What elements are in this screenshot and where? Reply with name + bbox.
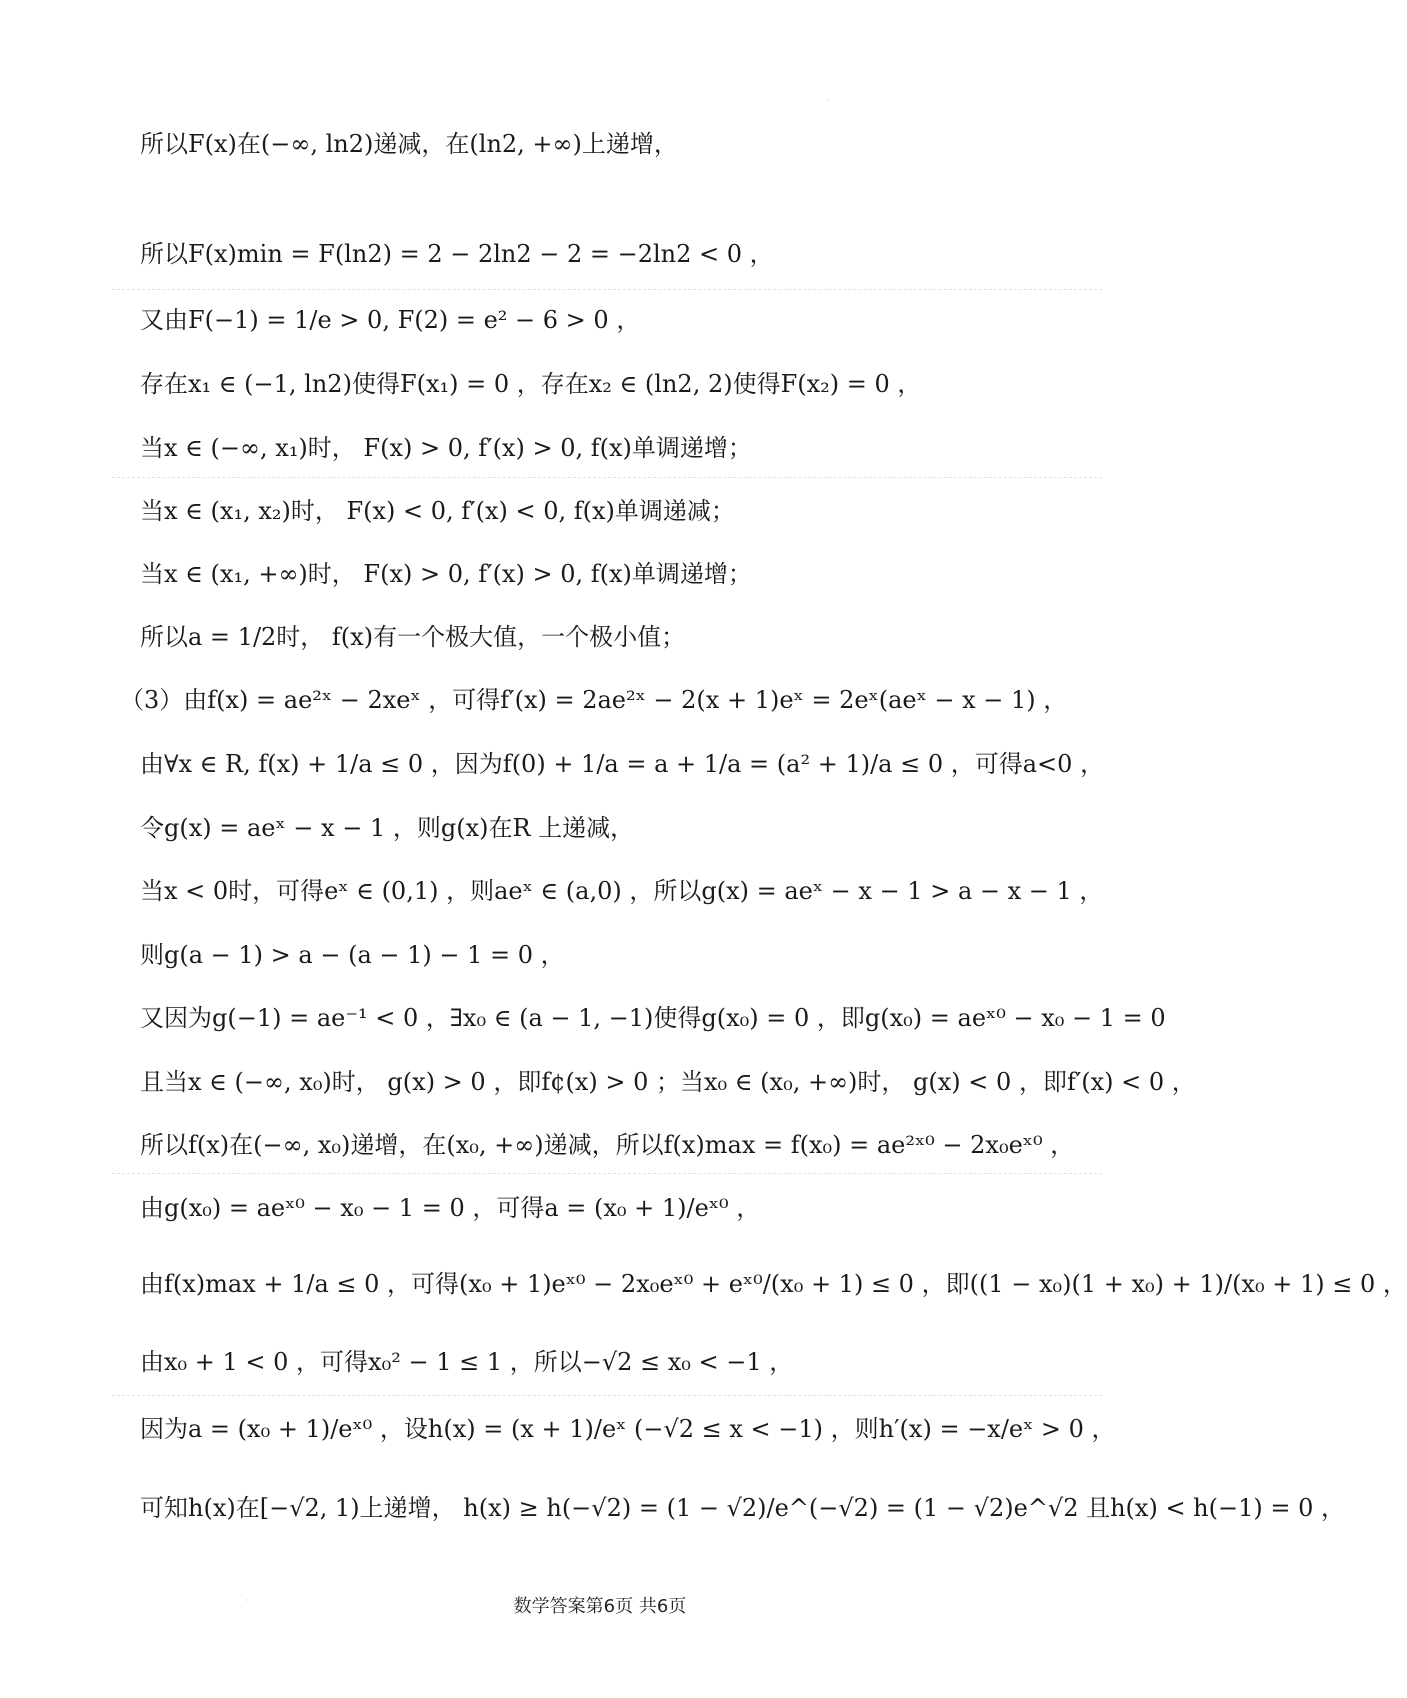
dashed-separator: [112, 1395, 1102, 1396]
solution-line-20: 因为a = (x₀ + 1)/eˣ⁰ ，设h(x) = (x + 1)/eˣ (−√2 ≤ x < −1) ，则h′(x) = −x/eˣ > 0 ，: [140, 1415, 1116, 1443]
solution-line-1: 所以F(x)在(−∞, ln2)递减，在(ln2, +∞)上递增，: [140, 130, 678, 158]
solution-line-6: 当x ∈ (x₁, x₂)时， F(x) < 0, f′(x) < 0, f(x)单调递减；: [140, 497, 735, 525]
scan-dot: ·: [826, 96, 829, 105]
solution-line-19: 由x₀ + 1 < 0 ，可得x₀² − 1 ≤ 1 ，所以−√2 ≤ x₀ < −1 ，: [140, 1348, 794, 1376]
dashed-separator: [112, 289, 1102, 290]
scan-dot: ·: [246, 1596, 249, 1605]
solution-line-15: 且当x ∈ (−∞, x₀)时， g(x) > 0 ，即f¢(x) > 0 ；当x₀ ∈ (x₀, +∞)时， g(x) < 0 ，即f′(x) < 0 ，: [140, 1068, 1196, 1096]
solution-line-11: 令g(x) = aeˣ − x − 1 ，则g(x)在R 上递减，: [140, 814, 635, 842]
solution-line-7: 当x ∈ (x₁, +∞)时， F(x) > 0, f′(x) > 0, f(x)单调递增；: [140, 560, 752, 588]
solution-line-21: 可知h(x)在[−√2, 1)上递增， h(x) ≥ h(−√2) = (1 − √2)/e^(−√2) = (1 − √2)e^√2 且h(x) < h(−1) = 0 ，: [140, 1494, 1346, 1522]
solution-line-12: 当x < 0时，可得eˣ ∈ (0,1) ，则aeˣ ∈ (a,0) ，所以g(x) = aeˣ − x − 1 > a − x − 1 ，: [140, 877, 1104, 905]
solution-line-2: 所以F(x)min = F(ln2) = 2 − 2ln2 − 2 = −2ln2 < 0 ，: [140, 240, 774, 268]
solution-line-3: 又由F(−1) = 1/e > 0, F(2) = e² − 6 > 0 ，: [140, 306, 641, 334]
solution-line-8: 所以a = 1/2时， f(x)有一个极大值，一个极小值；: [140, 623, 686, 651]
solution-line-17: 由g(x₀) = aeˣ⁰ − x₀ − 1 = 0 ，可得a = (x₀ + 1)/eˣ⁰ ，: [140, 1194, 761, 1222]
solution-line-5: 当x ∈ (−∞, x₁)时， F(x) > 0, f′(x) > 0, f(x)单调递增；: [140, 434, 752, 462]
solution-line-4: 存在x₁ ∈ (−1, ln2)使得F(x₁) = 0 ，存在x₂ ∈ (ln2, 2)使得F(x₂) = 0 ，: [140, 370, 922, 398]
solution-line-9: （3）由f(x) = ae²ˣ − 2xeˣ ，可得f′(x) = 2ae²ˣ − 2(x + 1)eˣ = 2eˣ(aeˣ − x − 1) ，: [120, 686, 1068, 714]
solution-line-13: 则g(a − 1) > a − (a − 1) − 1 = 0 ，: [140, 941, 565, 969]
solution-line-14: 又因为g(−1) = ae⁻¹ < 0 ，∃x₀ ∈ (a − 1, −1)使得g(x₀) = 0 ，即g(x₀) = aeˣ⁰ − x₀ − 1 = 0: [140, 1004, 1166, 1032]
solution-line-10: 由∀x ∈ R, f(x) + 1/a ≤ 0 ，因为f(0) + 1/a = a + 1/a = (a² + 1)/a ≤ 0 ，可得a<0 ，: [140, 750, 1105, 778]
solution-line-18: 由f(x)max + 1/a ≤ 0 ，可得(x₀ + 1)eˣ⁰ − 2x₀eˣ⁰ + eˣ⁰/(x₀ + 1) ≤ 0 ，即((1 − x₀)(1 + x₀) + 1)/(x₀ + 1) ≤ 0 ，: [140, 1270, 1407, 1298]
page-footer: 数学答案第6页 共6页: [513, 1596, 687, 1617]
dashed-separator: [112, 477, 1102, 478]
solution-line-16: 所以f(x)在(−∞, x₀)递增，在(x₀, +∞)递减，所以f(x)max = f(x₀) = ae²ˣ⁰ − 2x₀eˣ⁰ ，: [140, 1131, 1075, 1159]
dashed-separator: [112, 1173, 1102, 1174]
